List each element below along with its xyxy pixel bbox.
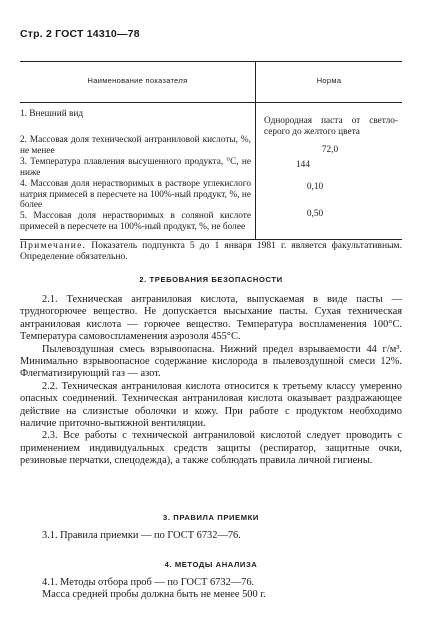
paragraph-4-1b: Масса средней пробы должна быть не менее 500 г. [42, 589, 266, 601]
table-body [20, 103, 402, 240]
section-safety-body [20, 294, 402, 468]
table-row-2-norm: 72,0 [321, 145, 339, 155]
section-title-safety: 2. ТРЕБОВАНИЯ БЕЗОПАСНОСТИ [139, 275, 283, 284]
table-row-1-param: 1. Внешний вид [20, 109, 84, 119]
paragraph-2-1b: Пылевоздушная смесь взрывоопасна. Нижний предел взрываемости 44 г/м³. Минимально взрывоопасное содержание кислорода в пылевоздушной смеси 12%. Флегматизирующий газ — азот. [20, 343, 402, 380]
table-row-1-norm: Однородная паста от светло-серого до желтого цвета [264, 116, 398, 137]
section-title-acceptance: 3. ПРАВИЛА ПРИЕМКИ [163, 513, 259, 522]
page-header: Стр. 2 ГОСТ 14310—78 [20, 28, 140, 40]
section-acceptance-body [20, 530, 402, 542]
table-row-3-param: 3. Температура плавления высушенного продукта, °С, не ниже [20, 157, 251, 178]
column-header-norm: Норма [316, 76, 342, 85]
paragraph-3-1: 3.1. Правила приемки — по ГОСТ 6732—76. [42, 530, 241, 541]
table-row-4-norm: 0,10 [306, 182, 324, 192]
table-header [20, 61, 402, 103]
table-row-3-norm: 144 [296, 160, 310, 170]
column-divider [255, 103, 256, 239]
note-text: Показатель подпункта 5 до 1 января 1981 г. является факультативным. Определение обязательно. [20, 240, 402, 262]
note-label: Примечание. [20, 240, 87, 251]
table-row-5-param: 5. Массовая доля нерастворимых в соляной кислоте примесей в пересчете на 100%-ный продукт, %, не более [20, 211, 251, 232]
section-analysis-body [20, 577, 402, 602]
table-note [20, 240, 402, 262]
paragraph-4-1: 4.1. Методы отбора проб — по ГОСТ 6732—76. [42, 577, 255, 588]
specification-table [20, 61, 402, 240]
table-row-2-param: 2. Массовая доля технической антраниловой кислоты, %, не менее [20, 135, 251, 156]
paragraph-2-3: 2.3. Все работы с технической антраниловой кислотой следует проводить с применением индивидуальных средств защиты (респиратор, защитные очки, резиновые перчатки, спецодежда), а также соблюдать правила личной гигиены. [20, 430, 402, 467]
table-row-4-param: 4. Массовая доля нерастворимых в растворе углекислого натрия примесей в пересчете на 100%-ный продукт, %, не более [20, 179, 251, 211]
table-row-5-norm: 0,50 [306, 209, 324, 219]
paragraph-2-2: 2.2. Техническая антраниловая кислота относится к третьему классу умеренно опасных соединений. Техническая антраниловая кислота оказывает раздражающее действие на слизистые оболочки и кожу. При работе с продуктом необходимо наличие приточно-вытяжной вентиляции. [20, 380, 402, 430]
column-header-param: Наименование показателя [87, 76, 188, 85]
section-title-analysis: 4. МЕТОДЫ АНАЛИЗА [164, 560, 258, 569]
paragraph-2-1: 2.1. Техническая антраниловая кислота, выпускаемая в виде пасты — трудногорючее вещество. Не допускается высыхание пасты. Сухая техническая антраниловая кислота — горючее вещество. Температура воспламенения 100°С. Температура самовоспламенения аэрозоля 455°С. [20, 294, 402, 343]
